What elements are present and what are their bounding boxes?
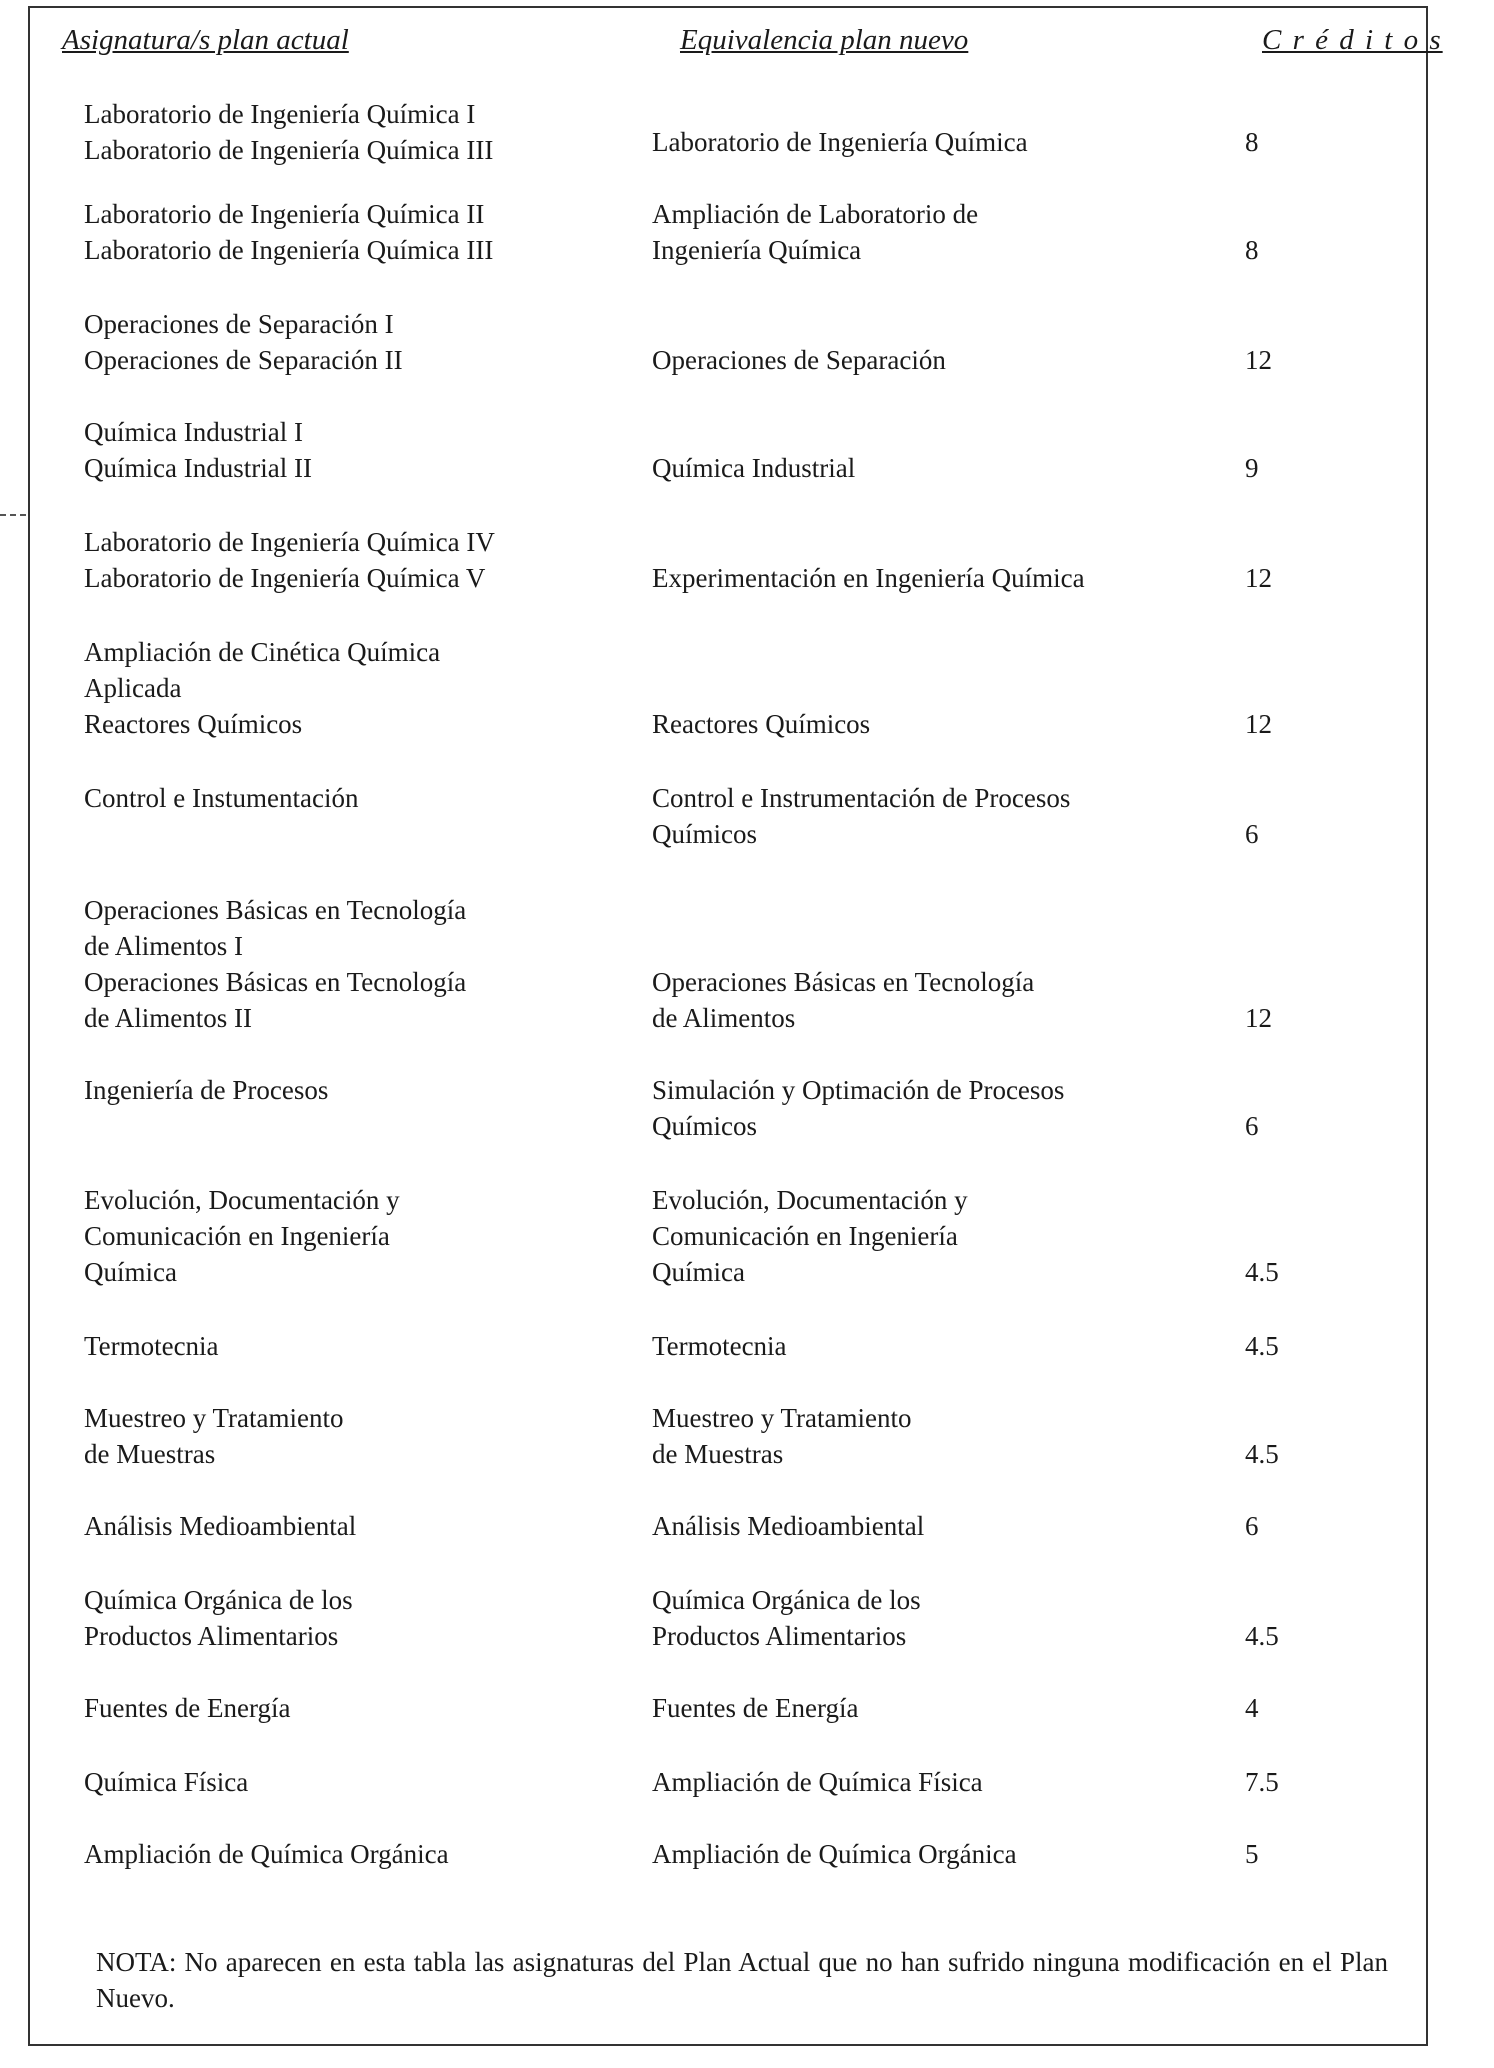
current-subject: Control e Instumentación <box>84 783 359 813</box>
new-subject: Ampliación de Laboratorio de Ingeniería Química <box>652 199 979 265</box>
credits-value: 4.5 <box>1245 1331 1279 1361</box>
header-credits: C r é d i t o s <box>1262 24 1443 56</box>
current-subject: Fuentes de Energía <box>84 1693 291 1723</box>
header-new-plan: Equivalencia plan nuevo <box>680 24 969 56</box>
current-subject: Análisis Medioambiental <box>84 1511 357 1541</box>
credits-value: 12 <box>1245 345 1272 375</box>
new-subject: Muestreo y Tratamiento de Muestras <box>652 1403 912 1469</box>
current-subject: Laboratorio de Ingeniería Química I Laboratorio de Ingeniería Química III <box>84 99 494 165</box>
new-subject: Análisis Medioambiental <box>652 1511 925 1541</box>
credits-value: 12 <box>1245 563 1272 593</box>
new-subject: Ampliación de Química Orgánica <box>652 1839 1017 1869</box>
scan-artifact <box>0 514 26 516</box>
current-subject: Laboratorio de Ingeniería Química IV Laboratorio de Ingeniería Química V <box>84 527 495 593</box>
credits-value: 4 <box>1245 1693 1259 1723</box>
credits-value: 5 <box>1245 1839 1259 1869</box>
credits-value: 12 <box>1245 1003 1272 1033</box>
current-subject: Química Orgánica de los Productos Alimentarios <box>84 1585 353 1651</box>
credits-value: 8 <box>1245 235 1259 265</box>
credits-value: 6 <box>1245 819 1259 849</box>
credits-value: 6 <box>1245 1511 1259 1541</box>
credits-value: 4.5 <box>1245 1621 1279 1651</box>
current-subject: Termotecnia <box>84 1331 219 1361</box>
new-subject: Operaciones de Separación <box>652 345 946 375</box>
credits-value: 8 <box>1245 127 1259 157</box>
current-subject: Muestreo y Tratamiento de Muestras <box>84 1403 344 1469</box>
new-subject: Experimentación en Ingeniería Química <box>652 563 1085 593</box>
new-subject: Evolución, Documentación y Comunicación en Ingeniería Química <box>652 1185 968 1287</box>
current-subject: Operaciones de Separación I Operaciones de Separación II <box>84 309 403 375</box>
new-subject: Reactores Químicos <box>652 709 871 739</box>
header-current-plan: Asignatura/s plan actual <box>62 24 349 56</box>
current-subject: Evolución, Documentación y Comunicación en Ingeniería Química <box>84 1185 400 1287</box>
new-subject: Termotecnia <box>652 1331 787 1361</box>
current-subject: Ampliación de Química Orgánica <box>84 1839 449 1869</box>
credits-value: 12 <box>1245 709 1272 739</box>
new-subject: Fuentes de Energía <box>652 1693 859 1723</box>
new-subject: Ampliación de Química Física <box>652 1767 983 1797</box>
current-subject: Laboratorio de Ingeniería Química II Laboratorio de Ingeniería Química III <box>84 199 494 265</box>
new-subject: Simulación y Optimación de Procesos Químicos <box>652 1075 1065 1141</box>
new-subject: Control e Instrumentación de Procesos Químicos <box>652 783 1071 849</box>
current-subject: Ingeniería de Procesos <box>84 1075 329 1105</box>
credits-value: 4.5 <box>1245 1257 1279 1287</box>
new-subject: Laboratorio de Ingeniería Química <box>652 127 1028 157</box>
credits-value: 7.5 <box>1245 1767 1279 1797</box>
current-subject: Ampliación de Cinética Química Aplicada Reactores Químicos <box>84 637 441 739</box>
current-subject: Operaciones Básicas en Tecnología de Alimentos I Operaciones Básicas en Tecnología de Alimentos II <box>84 895 467 1033</box>
new-subject: Química Orgánica de los Productos Alimentarios <box>652 1585 921 1651</box>
footnote: NOTA: No aparecen en esta tabla las asignaturas del Plan Actual que no han sufrido ninguna modificación en el Plan Nuevo. <box>96 1947 1388 2013</box>
current-subject: Química Industrial I Química Industrial II <box>84 417 312 483</box>
new-subject: Operaciones Básicas en Tecnología de Alimentos <box>652 967 1035 1033</box>
current-subject: Química Física <box>84 1767 249 1797</box>
credits-value: 9 <box>1245 453 1259 483</box>
credits-value: 4.5 <box>1245 1439 1279 1469</box>
credits-value: 6 <box>1245 1111 1259 1141</box>
new-subject: Química Industrial <box>652 453 856 483</box>
